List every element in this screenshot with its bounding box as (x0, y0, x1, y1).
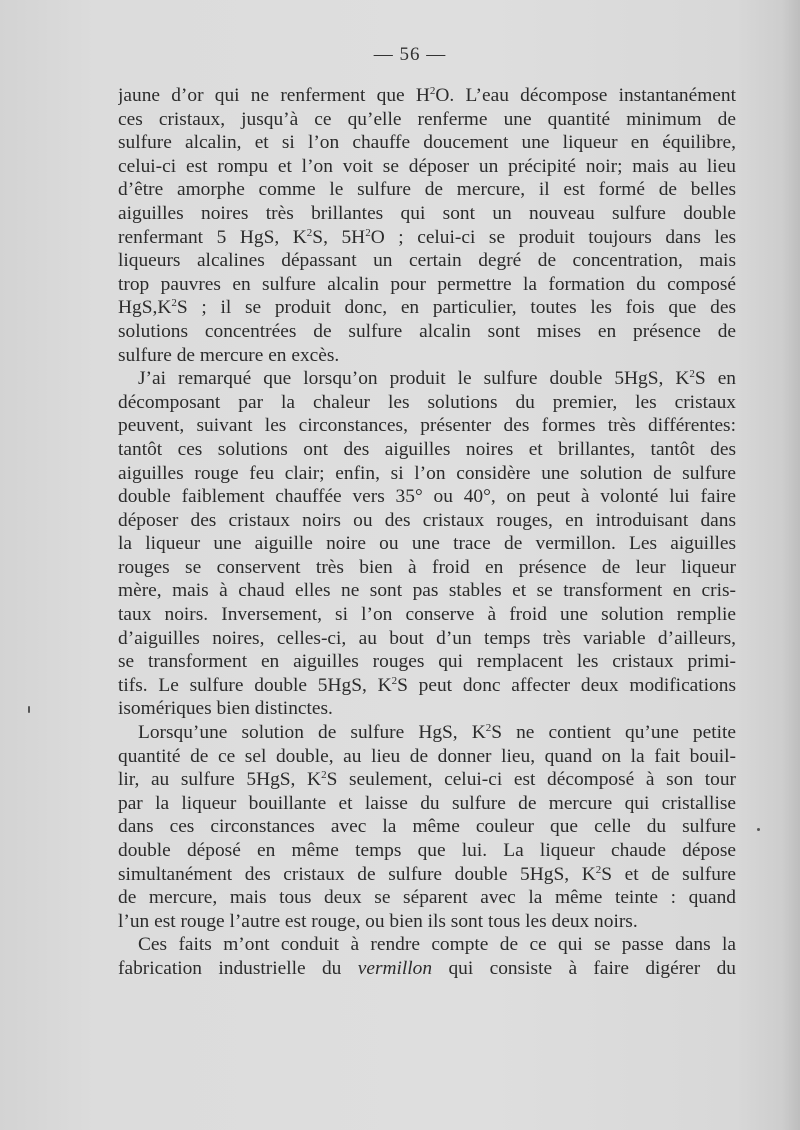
text-line (118, 815, 736, 839)
text-line (118, 367, 736, 391)
text-run: de mercure, mais tous deux se séparent avec la même teinte : quand (118, 887, 736, 909)
superscript: 2 (171, 297, 177, 310)
text-run: qui consiste à faire digérer du (432, 957, 736, 979)
text-run: S et de sulfure (601, 863, 736, 885)
text-line (118, 603, 736, 627)
text-run: S, 5H (312, 226, 366, 248)
text-run: S seulement, celui-ci est décomposé à son tour (326, 769, 736, 791)
text-line (118, 320, 736, 344)
text-run: mère, mais à chaud elles ne sont pas stables et se transforment en cris- (118, 580, 736, 602)
text-run: liqueurs alcalines dépassant un certain degré de concentration, mais (118, 250, 736, 272)
text-line (118, 226, 736, 250)
text-line (118, 84, 736, 108)
text-run: peuvent, suivant les circonstances, présenter des formes très différentes: (118, 415, 736, 437)
text-run: renfermant 5 HgS, K (118, 226, 307, 248)
text-line (118, 202, 736, 226)
text-run: taux noirs. Inversement, si l’on conserve à froid une solution remplie (118, 604, 736, 626)
text-run: Ces faits m’ont conduit à rendre compte de ce qui se passe dans la (138, 934, 736, 956)
text-line (118, 839, 736, 863)
text-line (118, 391, 736, 415)
text-run: rouges se conservent très bien à froid en présence de leur liqueur (118, 556, 736, 578)
page-fold-shadow (782, 0, 800, 1130)
superscript: 2 (306, 226, 313, 239)
text-run: jaune d’or qui ne renferment que H (118, 85, 430, 106)
text-line (118, 933, 736, 957)
text-run: tantôt ces solutions ont des aiguilles noires et brillantes, tantôt des (118, 438, 736, 460)
text-run: lir, au sulfure 5HgS, K (118, 769, 322, 791)
text-line (118, 792, 736, 816)
text-run: S peut donc affecter deux modifications (397, 674, 736, 696)
text-run: isomériques bien distinctes. (118, 698, 333, 720)
text-run: par la liqueur bouillante et laisse du sulfure de mercure qui cristallise (118, 792, 736, 814)
text-line (118, 296, 736, 320)
text-run: celui-ci est rompu et l’on voit se déposer un précipité noir; mais au lieu (118, 155, 736, 177)
text-run: O ; celui-ci se produit toujours dans les (370, 226, 736, 248)
text-line (118, 650, 736, 674)
text-line (118, 957, 736, 981)
text-line (118, 273, 736, 297)
text-run: décomposant par la chaleur les solutions du premier, les cristaux (118, 391, 736, 413)
text-line (118, 438, 736, 462)
text-line (118, 863, 736, 887)
text-run: S ; il se produit donc, en particulier, toutes les fois que des (176, 297, 736, 319)
text-run: solutions concentrées de sulfure alcalin sont mises en présence de (118, 320, 736, 342)
text-run: HgS,K (118, 297, 172, 319)
superscript: 2 (689, 368, 695, 381)
text-line (118, 697, 736, 721)
text-run: d’aiguilles noires, celles-ci, au bout d’un temps très variable d’ailleurs, (118, 627, 736, 649)
superscript: 2 (321, 769, 327, 782)
text-run: d’être amorphe comme le sulfure de mercure, il est formé de belles (118, 179, 736, 201)
text-run: sulfure alcalin, et si l’on chauffe doucement une liqueur en équilibre, (118, 132, 736, 154)
text-line (118, 627, 736, 651)
superscript: 2 (429, 85, 436, 97)
superscript: 2 (595, 863, 602, 876)
ink-speck (757, 828, 760, 831)
text-run: la liqueur une aiguille noire ou une trace de vermillon. Les aiguilles (118, 533, 736, 555)
text-run: aiguilles rouge feu clair; enfin, si l’on considère une solution de sulfure (118, 462, 736, 484)
text-line (118, 178, 736, 202)
body-text (118, 84, 736, 981)
text-run: sulfure de mercure en excès. (118, 344, 340, 366)
text-run: J’ai remarqué que lorsqu’on produit le sulfure double 5HgS, K (138, 368, 690, 390)
superscript: 2 (485, 722, 492, 735)
text-run: double faiblement chauffée vers 35° ou 40°, on peut à volonté lui faire (118, 486, 736, 508)
text-run: double déposé en même temps que lui. La liqueur chaude dépose (118, 840, 736, 861)
text-line (118, 721, 736, 745)
text-run: déposer des cristaux noirs ou des cristaux rouges, en introduisant dans (118, 509, 736, 531)
text-line (118, 249, 736, 273)
page-number: — 56 — (373, 44, 447, 65)
text-line (118, 768, 736, 792)
text-line (118, 556, 736, 580)
text-run: O. L’eau décompose instantanément (435, 85, 736, 106)
text-line (118, 131, 736, 155)
text-line (118, 344, 736, 368)
text-run: tifs. Le sulfure double 5HgS, K (118, 674, 392, 696)
text-line (118, 485, 736, 509)
text-line (118, 579, 736, 603)
text-run: l’un est rouge l’autre est rouge, ou bien ils sont tous les deux noirs. (118, 910, 638, 932)
text-run: Lorsqu’une solution de sulfure HgS, K (138, 722, 486, 744)
text-run: S en (694, 368, 736, 390)
superscript: 2 (365, 226, 371, 239)
text-run: simultanément des cristaux de sulfure double 5HgS, K (118, 863, 596, 885)
superscript: 2 (391, 674, 398, 687)
text-line (118, 674, 736, 698)
text-run: se transforment en aiguilles rouges qui remplacent les cristaux primi- (118, 651, 736, 673)
text-line (118, 509, 736, 533)
text-line (118, 414, 736, 438)
text-line (118, 462, 736, 486)
text-run: dans ces circonstances avec la même couleur que celle du sulfure (118, 816, 736, 838)
text-run: fabrication industrielle du (118, 957, 358, 979)
text-run: quantité de ce sel double, au lieu de donner lieu, quand on la fait bouil- (118, 745, 736, 767)
text-line (118, 910, 736, 934)
text-line (118, 886, 736, 910)
italic-term: vermillon (357, 957, 433, 979)
text-run: S ne contient qu’une petite (491, 722, 736, 744)
text-run: trop pauvres en sulfure alcalin pour permettre la formation du composé (118, 273, 736, 295)
text-line (118, 155, 736, 179)
text-line (118, 745, 736, 769)
ink-speck (28, 706, 30, 713)
text-run: ces cristaux, jusqu’à ce qu’elle renferme une quantité minimum de (118, 108, 736, 130)
text-run: aiguilles noires très brillantes qui sont un nouveau sulfure double (118, 202, 736, 224)
text-line (118, 108, 736, 132)
text-line (118, 532, 736, 556)
